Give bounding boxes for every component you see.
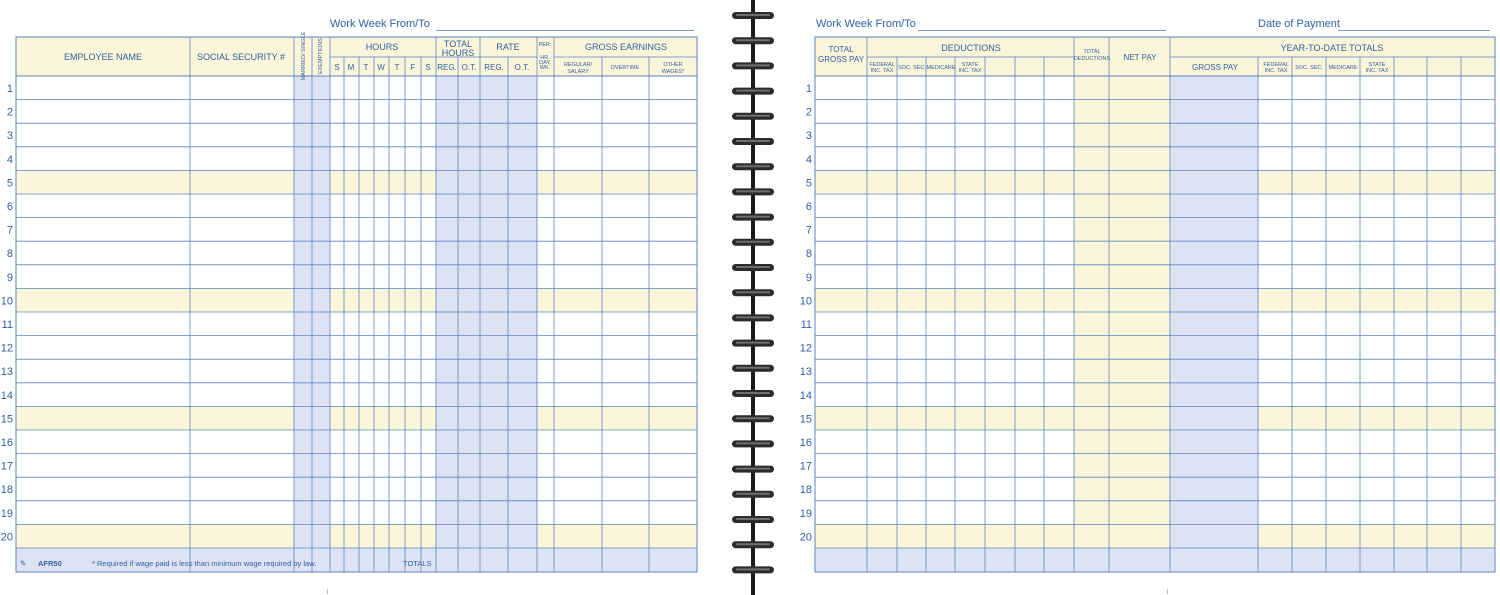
col-net-pay: NET PAY xyxy=(1123,53,1157,62)
row-number: 19 xyxy=(799,507,812,520)
spiral-coil-highlight xyxy=(736,316,770,318)
publisher-logo-icon: ✎ xyxy=(20,559,27,568)
row-number: 4 xyxy=(805,153,812,166)
totals-band xyxy=(815,548,1495,572)
spiral-coil-highlight xyxy=(736,266,770,268)
highlight-row xyxy=(16,170,697,194)
row-number: 1 xyxy=(6,83,13,95)
left-ledger-grid xyxy=(0,0,740,595)
col-social-security: SOCIAL SECURITY # xyxy=(196,52,286,62)
row-number: 2 xyxy=(6,106,13,119)
footnote: * Required if wage paid is less than minimum wage required by law. xyxy=(92,559,317,568)
spiral-coil-highlight xyxy=(736,291,770,293)
row-number: 7 xyxy=(805,224,812,237)
spiral-coil-highlight xyxy=(736,165,770,167)
row-number: 11 xyxy=(800,319,812,331)
highlight-row xyxy=(16,524,697,548)
form-code: AFR50 xyxy=(38,559,62,568)
spiral-coil-highlight xyxy=(736,442,770,444)
col-overtime: OVERTIME xyxy=(610,65,640,71)
shaded-column xyxy=(480,37,537,572)
shaded-column xyxy=(1170,37,1258,572)
hours-day-5: F xyxy=(410,63,416,72)
row-number: 16 xyxy=(0,437,13,449)
col-ded-soc-sec: SOC. SEC. xyxy=(898,65,926,71)
col-ded-state: STATE INC. TAX xyxy=(958,62,982,74)
col-ytd-totals: YEAR-TO-DATE TOTALS xyxy=(1280,43,1384,53)
row-number: 9 xyxy=(805,271,812,284)
spiral-coil-highlight xyxy=(736,493,770,495)
row-number: 9 xyxy=(6,271,13,284)
row-number: 5 xyxy=(805,177,812,190)
col-ytd-federal: FEDERAL INC. TAX xyxy=(1263,62,1289,74)
spiral-coil-highlight xyxy=(736,417,770,419)
row-number: 16 xyxy=(799,437,812,449)
row-number: 12 xyxy=(0,342,13,355)
spiral-coil-highlight xyxy=(736,468,770,470)
row-number: 20 xyxy=(0,531,13,544)
col-total-deductions: TOTAL DEDUCTIONS xyxy=(1073,49,1111,62)
hours-day-2: T xyxy=(363,63,369,72)
spiral-coil-highlight xyxy=(736,190,770,192)
spiral-coil-highlight xyxy=(736,518,770,520)
spiral-coil-highlight xyxy=(736,342,770,344)
row-number: 6 xyxy=(805,201,812,213)
col-per: PER: xyxy=(538,42,552,48)
spiral-coil-highlight xyxy=(736,568,770,570)
row-number: 19 xyxy=(0,507,13,520)
hours-day-6: S xyxy=(425,63,431,72)
row-number: 17 xyxy=(0,460,13,473)
col-married-single: MARRIED/ SINGLE xyxy=(301,31,307,81)
col-gross-earnings: GROSS EARNINGS xyxy=(584,42,668,52)
spiral-coil-highlight xyxy=(736,216,770,218)
col-per-sub: HR. DAY, WK. xyxy=(539,55,551,71)
spiral-binding xyxy=(728,0,778,595)
row-number: 10 xyxy=(799,295,812,308)
hours-day-1: M xyxy=(347,63,355,72)
col-ytd-soc-sec: SOC. SEC. xyxy=(1295,65,1323,71)
totals-label: TOTALS xyxy=(403,559,432,568)
hours-day-0: S xyxy=(334,63,340,72)
col-regular-salary: REGULAR/ SALARY xyxy=(563,62,593,75)
spiral-coil-highlight xyxy=(736,241,770,243)
highlight-row xyxy=(16,406,697,430)
row-number: 3 xyxy=(805,130,812,143)
col-total-hours-ot: O.T. xyxy=(461,63,477,72)
row-number: 17 xyxy=(799,460,812,473)
row-number: 5 xyxy=(6,177,13,190)
spiral-coil-highlight xyxy=(736,543,770,545)
row-number: 13 xyxy=(799,366,812,379)
row-number: 1 xyxy=(805,83,812,95)
spiral-coil-highlight xyxy=(736,140,770,142)
row-number: 2 xyxy=(805,106,812,119)
spiral-coil-highlight xyxy=(736,115,770,117)
row-number: 14 xyxy=(0,389,13,402)
col-hours: HOURS xyxy=(365,42,399,52)
row-number: 3 xyxy=(6,130,13,143)
col-rate-ot: O.T. xyxy=(514,63,530,72)
row-number: 7 xyxy=(6,224,13,237)
right-work-week-label: Work Week From/To xyxy=(816,18,916,30)
highlight-row xyxy=(16,288,697,312)
hours-day-4: T xyxy=(394,63,400,72)
col-deductions: DEDUCTIONS xyxy=(941,43,1001,53)
row-number: 15 xyxy=(799,413,812,426)
row-number: 18 xyxy=(0,484,13,497)
spiral-coil-highlight xyxy=(736,392,770,394)
row-number: 8 xyxy=(6,248,13,261)
col-other-wages: OTHER WAGES* xyxy=(661,62,685,75)
col-ytd-gross: GROSS PAY xyxy=(1192,63,1238,72)
spiral-coil-highlight xyxy=(736,14,770,16)
col-exemptions: EXEMPTIONS xyxy=(318,37,324,75)
col-ytd-medicare: MEDICARE xyxy=(1328,65,1358,71)
spiral-coil-highlight xyxy=(736,90,770,92)
col-total-hours: TOTAL HOURS xyxy=(441,39,475,58)
col-employee-name: EMPLOYEE NAME xyxy=(63,52,143,62)
row-number: 8 xyxy=(805,248,812,261)
row-number: 6 xyxy=(6,201,13,213)
hours-day-3: W xyxy=(377,63,385,72)
shaded-column xyxy=(1074,37,1170,572)
col-ded-medicare: MEDICARE xyxy=(926,65,956,71)
col-rate: RATE xyxy=(496,42,520,52)
row-number: 12 xyxy=(799,342,812,355)
col-ded-federal: FEDERAL INC. TAX xyxy=(869,62,895,74)
spiral-coil-highlight xyxy=(736,64,770,66)
spiral-coil-highlight xyxy=(736,367,770,369)
row-number: 13 xyxy=(0,366,13,379)
col-rate-reg: REG. xyxy=(484,63,504,72)
spiral-coil-highlight xyxy=(736,39,770,41)
col-ytd-state: STATE INC. TAX xyxy=(1365,62,1389,74)
col-total-gross-pay: TOTAL GROSS PAY xyxy=(818,45,864,64)
row-number: 11 xyxy=(1,319,13,331)
row-number: 14 xyxy=(799,389,812,402)
left-work-week-label: Work Week From/To xyxy=(330,18,430,30)
date-of-payment-label: Date of Payment xyxy=(1258,18,1340,30)
col-total-hours-reg: REG. xyxy=(437,63,457,72)
row-number: 10 xyxy=(0,295,13,308)
row-number: 20 xyxy=(799,531,812,544)
row-number: 4 xyxy=(6,153,13,166)
row-number: 15 xyxy=(0,413,13,426)
row-number: 18 xyxy=(799,484,812,497)
right-ledger-grid xyxy=(790,0,1500,595)
